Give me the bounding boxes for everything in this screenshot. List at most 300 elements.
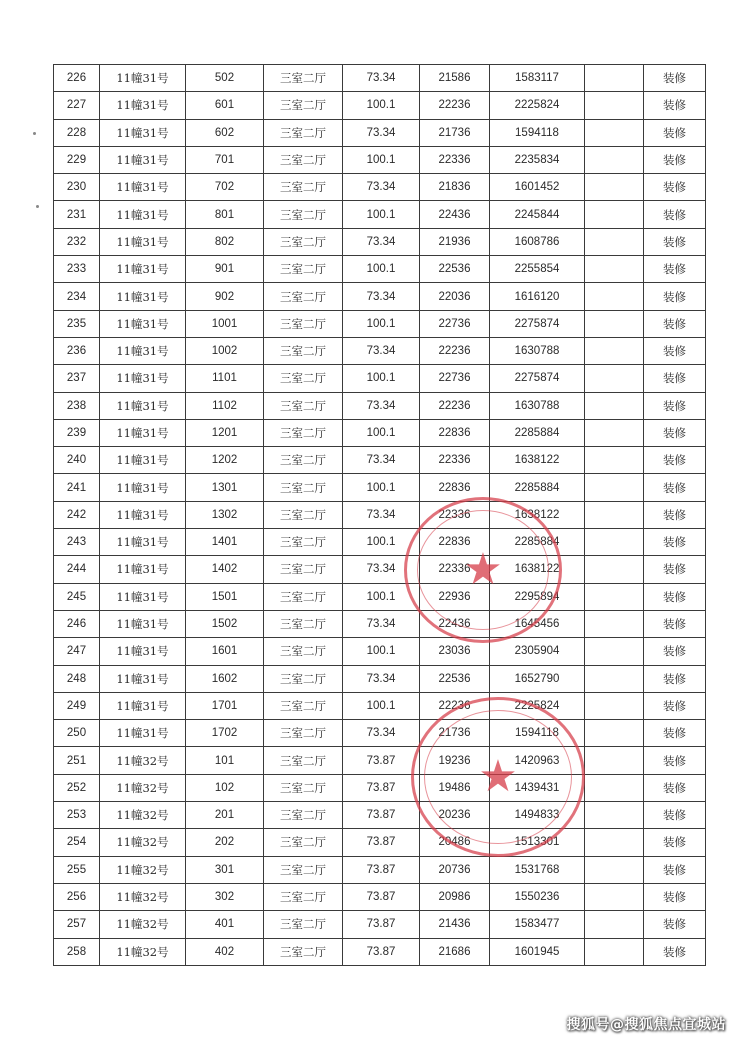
unit-price-cell: 22336 [420, 146, 490, 173]
layout-cell: 三室二厅 [264, 65, 343, 92]
table-row [54, 911, 706, 938]
building-cell: 11幢31号 [100, 283, 186, 310]
unit-price-cell: 22436 [420, 610, 490, 637]
decoration-cell: 装修 [644, 228, 706, 255]
remark-cell [585, 883, 644, 910]
area-cell: 73.87 [343, 911, 420, 938]
total-price-cell: 1601452 [490, 174, 585, 201]
unit-price-cell: 21736 [420, 720, 490, 747]
remark-cell [585, 802, 644, 829]
remark-cell [585, 474, 644, 501]
table-row [54, 665, 706, 692]
decoration-cell: 装修 [644, 883, 706, 910]
row-number-cell: 246 [54, 610, 100, 637]
decoration-cell: 装修 [644, 720, 706, 747]
price-list-table [53, 64, 706, 966]
building-cell: 11幢32号 [100, 883, 186, 910]
total-price-cell: 1630788 [490, 392, 585, 419]
layout-cell: 三室二厅 [264, 610, 343, 637]
layout-cell: 三室二厅 [264, 447, 343, 474]
total-price-cell: 1638122 [490, 447, 585, 474]
remark-cell [585, 747, 644, 774]
layout-cell: 三室二厅 [264, 146, 343, 173]
decoration-cell: 装修 [644, 365, 706, 392]
total-price-cell: 1494833 [490, 802, 585, 829]
building-cell: 11幢31号 [100, 146, 186, 173]
row-number-cell: 237 [54, 365, 100, 392]
table-row [54, 883, 706, 910]
layout-cell: 三室二厅 [264, 638, 343, 665]
unit-cell: 702 [186, 174, 264, 201]
row-number-cell: 239 [54, 419, 100, 446]
table-row [54, 65, 706, 92]
area-cell: 100.1 [343, 583, 420, 610]
total-price-cell: 2225824 [490, 692, 585, 719]
remark-cell [585, 938, 644, 965]
watermark: 搜狐号@搜狐焦点宜城站 [566, 1017, 726, 1033]
star-icon: ★ [463, 544, 503, 595]
unit-price-cell: 21686 [420, 938, 490, 965]
building-cell: 11幢32号 [100, 802, 186, 829]
table-row [54, 747, 706, 774]
remark-cell [585, 256, 644, 283]
decoration-cell: 装修 [644, 146, 706, 173]
table-row [54, 146, 706, 173]
remark-cell [585, 720, 644, 747]
area-cell: 100.1 [343, 310, 420, 337]
unit-cell: 1202 [186, 447, 264, 474]
remark-cell [585, 529, 644, 556]
row-number-cell: 233 [54, 256, 100, 283]
layout-cell: 三室二厅 [264, 392, 343, 419]
scan-speck [33, 132, 36, 135]
layout-cell: 三室二厅 [264, 938, 343, 965]
remark-cell [585, 556, 644, 583]
building-cell: 11幢31号 [100, 392, 186, 419]
decoration-cell: 装修 [644, 310, 706, 337]
row-number-cell: 228 [54, 119, 100, 146]
area-cell: 100.1 [343, 146, 420, 173]
row-number-cell: 229 [54, 146, 100, 173]
unit-price-cell: 22836 [420, 529, 490, 556]
table-row [54, 556, 706, 583]
unit-price-cell: 22236 [420, 392, 490, 419]
unit-cell: 1501 [186, 583, 264, 610]
unit-price-cell: 21836 [420, 174, 490, 201]
unit-cell: 801 [186, 201, 264, 228]
table-row [54, 392, 706, 419]
area-cell: 73.87 [343, 747, 420, 774]
layout-cell: 三室二厅 [264, 201, 343, 228]
layout-cell: 三室二厅 [264, 583, 343, 610]
unit-cell: 902 [186, 283, 264, 310]
decoration-cell: 装修 [644, 447, 706, 474]
unit-cell: 1502 [186, 610, 264, 637]
unit-price-cell: 19486 [420, 774, 490, 801]
area-cell: 100.1 [343, 692, 420, 719]
decoration-cell: 装修 [644, 392, 706, 419]
building-cell: 11幢31号 [100, 201, 186, 228]
layout-cell: 三室二厅 [264, 911, 343, 938]
area-cell: 100.1 [343, 201, 420, 228]
area-cell: 100.1 [343, 474, 420, 501]
area-cell: 100.1 [343, 638, 420, 665]
unit-price-cell: 22936 [420, 583, 490, 610]
total-price-cell: 1583117 [490, 65, 585, 92]
remark-cell [585, 283, 644, 310]
decoration-cell: 装修 [644, 665, 706, 692]
decoration-cell: 装修 [644, 92, 706, 119]
decoration-cell: 装修 [644, 419, 706, 446]
row-number-cell: 250 [54, 720, 100, 747]
table-row [54, 501, 706, 528]
building-cell: 11幢31号 [100, 529, 186, 556]
decoration-cell: 装修 [644, 283, 706, 310]
total-price-cell: 1513301 [490, 829, 585, 856]
row-number-cell: 245 [54, 583, 100, 610]
building-cell: 11幢31号 [100, 610, 186, 637]
layout-cell: 三室二厅 [264, 365, 343, 392]
remark-cell [585, 774, 644, 801]
unit-cell: 202 [186, 829, 264, 856]
row-number-cell: 230 [54, 174, 100, 201]
building-cell: 11幢31号 [100, 310, 186, 337]
decoration-cell: 装修 [644, 556, 706, 583]
total-price-cell: 2285884 [490, 474, 585, 501]
row-number-cell: 255 [54, 856, 100, 883]
area-cell: 73.34 [343, 501, 420, 528]
row-number-cell: 232 [54, 228, 100, 255]
area-cell: 73.34 [343, 174, 420, 201]
remark-cell [585, 174, 644, 201]
table-row [54, 583, 706, 610]
total-price-cell: 2235834 [490, 146, 585, 173]
unit-price-cell: 21936 [420, 228, 490, 255]
area-cell: 100.1 [343, 92, 420, 119]
total-price-cell: 1601945 [490, 938, 585, 965]
building-cell: 11幢32号 [100, 938, 186, 965]
total-price-cell: 1652790 [490, 665, 585, 692]
row-number-cell: 244 [54, 556, 100, 583]
layout-cell: 三室二厅 [264, 665, 343, 692]
area-cell: 73.34 [343, 556, 420, 583]
table-row [54, 174, 706, 201]
area-cell: 73.87 [343, 829, 420, 856]
table-row [54, 529, 706, 556]
decoration-cell: 装修 [644, 829, 706, 856]
building-cell: 11幢31号 [100, 474, 186, 501]
table-row [54, 92, 706, 119]
area-cell: 73.34 [343, 119, 420, 146]
remark-cell [585, 392, 644, 419]
unit-cell: 1401 [186, 529, 264, 556]
table-row [54, 774, 706, 801]
unit-cell: 802 [186, 228, 264, 255]
area-cell: 73.34 [343, 228, 420, 255]
building-cell: 11幢31号 [100, 228, 186, 255]
table-row [54, 938, 706, 965]
unit-price-cell: 22236 [420, 337, 490, 364]
layout-cell: 三室二厅 [264, 501, 343, 528]
total-price-cell: 2255854 [490, 256, 585, 283]
row-number-cell: 249 [54, 692, 100, 719]
area-cell: 73.87 [343, 856, 420, 883]
building-cell: 11幢31号 [100, 638, 186, 665]
building-cell: 11幢31号 [100, 583, 186, 610]
unit-cell: 1701 [186, 692, 264, 719]
area-cell: 73.34 [343, 65, 420, 92]
layout-cell: 三室二厅 [264, 92, 343, 119]
unit-price-cell: 20236 [420, 802, 490, 829]
layout-cell: 三室二厅 [264, 774, 343, 801]
building-cell: 11幢31号 [100, 92, 186, 119]
unit-cell: 1702 [186, 720, 264, 747]
total-price-cell: 2295894 [490, 583, 585, 610]
remark-cell [585, 447, 644, 474]
total-price-cell: 2275874 [490, 310, 585, 337]
row-number-cell: 258 [54, 938, 100, 965]
unit-price-cell: 22236 [420, 92, 490, 119]
decoration-cell: 装修 [644, 474, 706, 501]
unit-cell: 402 [186, 938, 264, 965]
remark-cell [585, 692, 644, 719]
table-row [54, 201, 706, 228]
unit-price-cell: 22736 [420, 365, 490, 392]
decoration-cell: 装修 [644, 256, 706, 283]
unit-cell: 301 [186, 856, 264, 883]
area-cell: 73.34 [343, 665, 420, 692]
total-price-cell: 1638122 [490, 501, 585, 528]
row-number-cell: 227 [54, 92, 100, 119]
unit-price-cell: 21586 [420, 65, 490, 92]
row-number-cell: 238 [54, 392, 100, 419]
row-number-cell: 256 [54, 883, 100, 910]
table-row [54, 310, 706, 337]
layout-cell: 三室二厅 [264, 720, 343, 747]
area-cell: 73.34 [343, 283, 420, 310]
layout-cell: 三室二厅 [264, 174, 343, 201]
decoration-cell: 装修 [644, 174, 706, 201]
unit-price-cell: 21736 [420, 119, 490, 146]
decoration-cell: 装修 [644, 529, 706, 556]
row-number-cell: 231 [54, 201, 100, 228]
remark-cell [585, 829, 644, 856]
total-price-cell: 1550236 [490, 883, 585, 910]
table-row [54, 228, 706, 255]
decoration-cell: 装修 [644, 911, 706, 938]
area-cell: 73.34 [343, 337, 420, 364]
decoration-cell: 装修 [644, 938, 706, 965]
building-cell: 11幢31号 [100, 692, 186, 719]
unit-cell: 1002 [186, 337, 264, 364]
remark-cell [585, 419, 644, 446]
remark-cell [585, 856, 644, 883]
table-body [54, 65, 706, 966]
remark-cell [585, 610, 644, 637]
remark-cell [585, 501, 644, 528]
remark-cell [585, 365, 644, 392]
unit-cell: 1602 [186, 665, 264, 692]
unit-cell: 602 [186, 119, 264, 146]
remark-cell [585, 228, 644, 255]
layout-cell: 三室二厅 [264, 283, 343, 310]
row-number-cell: 236 [54, 337, 100, 364]
area-cell: 73.34 [343, 392, 420, 419]
unit-price-cell: 22336 [420, 556, 490, 583]
building-cell: 11幢32号 [100, 856, 186, 883]
total-price-cell: 1630788 [490, 337, 585, 364]
row-number-cell: 226 [54, 65, 100, 92]
table-row [54, 365, 706, 392]
unit-cell: 401 [186, 911, 264, 938]
row-number-cell: 235 [54, 310, 100, 337]
remark-cell [585, 65, 644, 92]
layout-cell: 三室二厅 [264, 337, 343, 364]
total-price-cell: 1594118 [490, 119, 585, 146]
total-price-cell: 1420963 [490, 747, 585, 774]
table-row [54, 720, 706, 747]
decoration-cell: 装修 [644, 337, 706, 364]
unit-price-cell: 22336 [420, 447, 490, 474]
remark-cell [585, 583, 644, 610]
unit-cell: 1001 [186, 310, 264, 337]
decoration-cell: 装修 [644, 638, 706, 665]
total-price-cell: 1531768 [490, 856, 585, 883]
building-cell: 11幢31号 [100, 65, 186, 92]
row-number-cell: 247 [54, 638, 100, 665]
unit-price-cell: 19236 [420, 747, 490, 774]
unit-cell: 302 [186, 883, 264, 910]
row-number-cell: 248 [54, 665, 100, 692]
unit-cell: 1601 [186, 638, 264, 665]
total-price-cell: 2285884 [490, 419, 585, 446]
unit-cell: 502 [186, 65, 264, 92]
unit-cell: 1402 [186, 556, 264, 583]
total-price-cell: 1439431 [490, 774, 585, 801]
building-cell: 11幢32号 [100, 774, 186, 801]
total-price-cell: 1638122 [490, 556, 585, 583]
layout-cell: 三室二厅 [264, 256, 343, 283]
layout-cell: 三室二厅 [264, 829, 343, 856]
decoration-cell: 装修 [644, 201, 706, 228]
unit-price-cell: 22836 [420, 419, 490, 446]
total-price-cell: 1583477 [490, 911, 585, 938]
row-number-cell: 242 [54, 501, 100, 528]
decoration-cell: 装修 [644, 610, 706, 637]
building-cell: 11幢31号 [100, 447, 186, 474]
layout-cell: 三室二厅 [264, 556, 343, 583]
area-cell: 73.87 [343, 802, 420, 829]
area-cell: 100.1 [343, 256, 420, 283]
unit-cell: 901 [186, 256, 264, 283]
remark-cell [585, 337, 644, 364]
table-row [54, 337, 706, 364]
unit-cell: 201 [186, 802, 264, 829]
layout-cell: 三室二厅 [264, 747, 343, 774]
unit-cell: 102 [186, 774, 264, 801]
layout-cell: 三室二厅 [264, 883, 343, 910]
row-number-cell: 253 [54, 802, 100, 829]
scan-speck [36, 205, 39, 208]
remark-cell [585, 92, 644, 119]
area-cell: 100.1 [343, 529, 420, 556]
table-row [54, 856, 706, 883]
decoration-cell: 装修 [644, 802, 706, 829]
row-number-cell: 252 [54, 774, 100, 801]
layout-cell: 三室二厅 [264, 419, 343, 446]
decoration-cell: 装修 [644, 747, 706, 774]
total-price-cell: 1594118 [490, 720, 585, 747]
unit-price-cell: 22336 [420, 501, 490, 528]
area-cell: 73.34 [343, 447, 420, 474]
area-cell: 73.87 [343, 883, 420, 910]
building-cell: 11幢31号 [100, 665, 186, 692]
remark-cell [585, 119, 644, 146]
remark-cell [585, 310, 644, 337]
unit-price-cell: 20486 [420, 829, 490, 856]
decoration-cell: 装修 [644, 774, 706, 801]
row-number-cell: 241 [54, 474, 100, 501]
building-cell: 11幢31号 [100, 174, 186, 201]
total-price-cell: 2285884 [490, 529, 585, 556]
building-cell: 11幢31号 [100, 337, 186, 364]
row-number-cell: 257 [54, 911, 100, 938]
row-number-cell: 243 [54, 529, 100, 556]
building-cell: 11幢31号 [100, 419, 186, 446]
decoration-cell: 装修 [644, 65, 706, 92]
total-price-cell: 1645456 [490, 610, 585, 637]
remark-cell [585, 665, 644, 692]
unit-price-cell: 21436 [420, 911, 490, 938]
unit-price-cell: 22436 [420, 201, 490, 228]
layout-cell: 三室二厅 [264, 119, 343, 146]
table-row [54, 692, 706, 719]
remark-cell [585, 638, 644, 665]
total-price-cell: 1608786 [490, 228, 585, 255]
unit-price-cell: 22536 [420, 665, 490, 692]
unit-cell: 1201 [186, 419, 264, 446]
row-number-cell: 251 [54, 747, 100, 774]
table-row [54, 610, 706, 637]
area-cell: 100.1 [343, 419, 420, 446]
layout-cell: 三室二厅 [264, 474, 343, 501]
unit-cell: 601 [186, 92, 264, 119]
decoration-cell: 装修 [644, 692, 706, 719]
unit-price-cell: 20986 [420, 883, 490, 910]
decoration-cell: 装修 [644, 119, 706, 146]
area-cell: 73.34 [343, 720, 420, 747]
building-cell: 11幢32号 [100, 829, 186, 856]
total-price-cell: 2305904 [490, 638, 585, 665]
total-price-cell: 2225824 [490, 92, 585, 119]
row-number-cell: 254 [54, 829, 100, 856]
star-icon: ★ [478, 751, 518, 802]
row-number-cell: 234 [54, 283, 100, 310]
layout-cell: 三室二厅 [264, 310, 343, 337]
unit-cell: 1101 [186, 365, 264, 392]
table-row [54, 638, 706, 665]
table-row [54, 283, 706, 310]
unit-price-cell: 23036 [420, 638, 490, 665]
remark-cell [585, 911, 644, 938]
layout-cell: 三室二厅 [264, 529, 343, 556]
area-cell: 73.87 [343, 938, 420, 965]
table-row [54, 256, 706, 283]
remark-cell [585, 201, 644, 228]
building-cell: 11幢31号 [100, 365, 186, 392]
remark-cell [585, 146, 644, 173]
building-cell: 11幢31号 [100, 119, 186, 146]
